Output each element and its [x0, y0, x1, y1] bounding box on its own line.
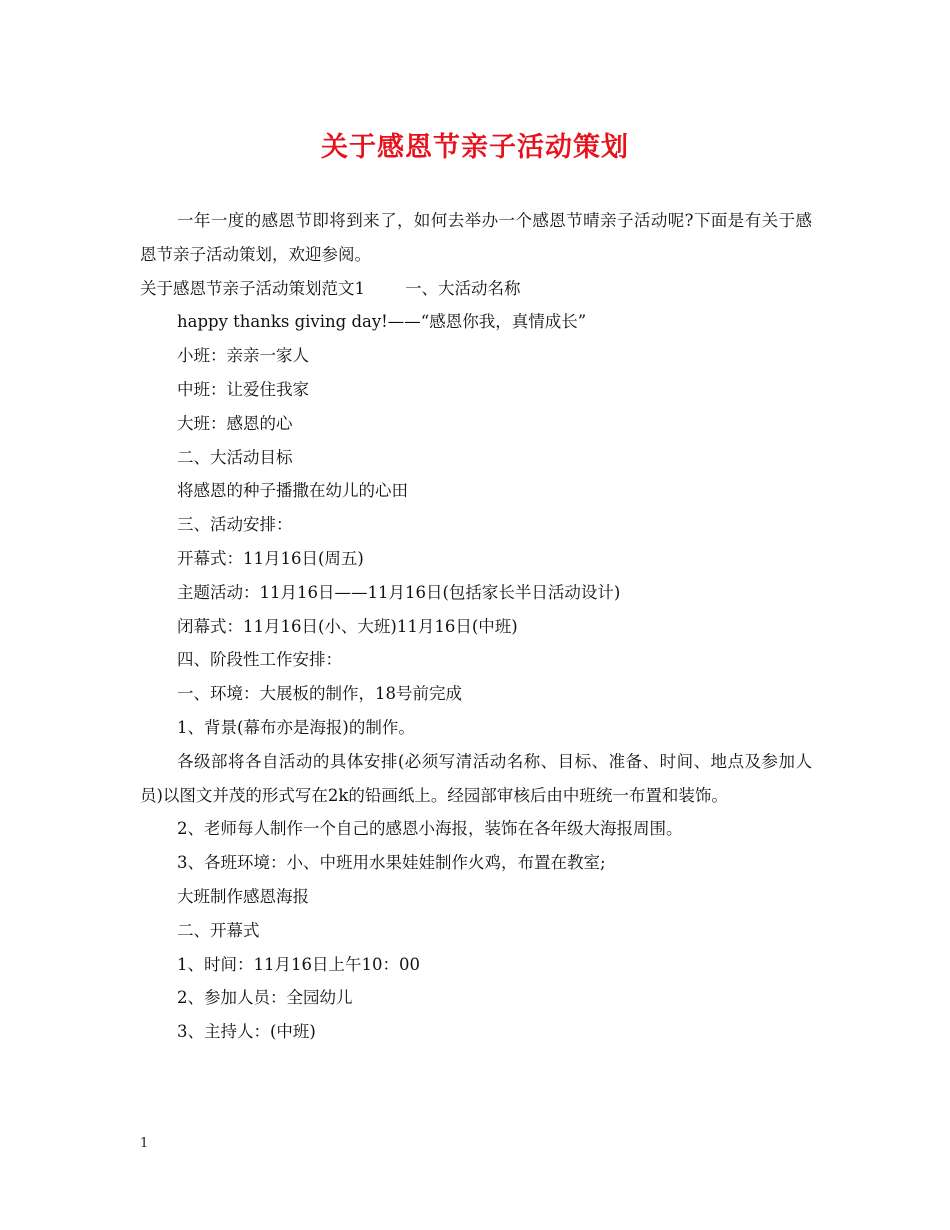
- document-title: 关于感恩节亲子活动策划: [321, 132, 629, 163]
- body-line: 2、老师每人制作一个自己的感恩小海报，装饰在各年级大海报周围。: [177, 819, 683, 839]
- body-line: 开幕式：11月16日(周五): [177, 548, 364, 568]
- body-line: 二、开幕式: [177, 920, 260, 940]
- body-line: 1、时间：11月16日上午10：00: [177, 954, 420, 974]
- page-number: 1: [140, 1136, 149, 1151]
- heading-gap: [365, 272, 405, 306]
- intro-paragraph: 一年一度的感恩节即将到来了，如何去举办一个感恩节晴亲子活动呢?下面是有关于感恩节亲子活动策划，欢迎参阅。: [140, 211, 812, 264]
- section-heading: 一、大活动名称: [405, 278, 521, 298]
- body-line: 3、各班环境：小、中班用水果娃娃制作火鸡，布置在教室;: [177, 853, 606, 873]
- body-line: 1、背景(幕布亦是海报)的制作。: [177, 717, 415, 737]
- section-heading-line: [140, 272, 812, 306]
- body-line: 主题活动：11月16日——11月16日(包括家长半日活动设计): [177, 582, 621, 602]
- body-line: 二、大活动目标: [177, 447, 293, 467]
- body-line: 大班：感恩的心: [177, 413, 293, 433]
- body-line: happy thanks giving day!——“感恩你我，真情成长”: [177, 312, 587, 332]
- body-line: 三、活动安排：: [177, 515, 293, 535]
- body-line: 将感恩的种子播撒在幼儿的心田: [177, 481, 408, 501]
- body-line: 小班：亲亲一家人: [177, 346, 309, 366]
- section-label: 关于感恩节亲子活动策划范文1: [140, 278, 365, 298]
- body-line: 2、参加人员：全园幼儿: [177, 988, 353, 1008]
- body-line: 3、主持人：(中班): [177, 1022, 316, 1042]
- body-line: 大班制作感恩海报: [177, 886, 309, 906]
- document-body: [140, 204, 812, 1049]
- body-line: 中班：让爱住我家: [177, 379, 309, 399]
- body-line: 四、阶段性工作安排：: [177, 650, 342, 670]
- body-line: 一、环境：大展板的制作，18号前完成: [177, 684, 462, 704]
- long-paragraph: 各级部将各自活动的具体安排(必须写清活动名称、目标、准备、时间、地点及参加人员)以图文并茂的形式写在2k的铅画纸上。经园部审核后由中班统一布置和装饰。: [140, 751, 812, 805]
- body-line: 闭幕式：11月16日(小、大班)11月16日(中班): [177, 616, 518, 636]
